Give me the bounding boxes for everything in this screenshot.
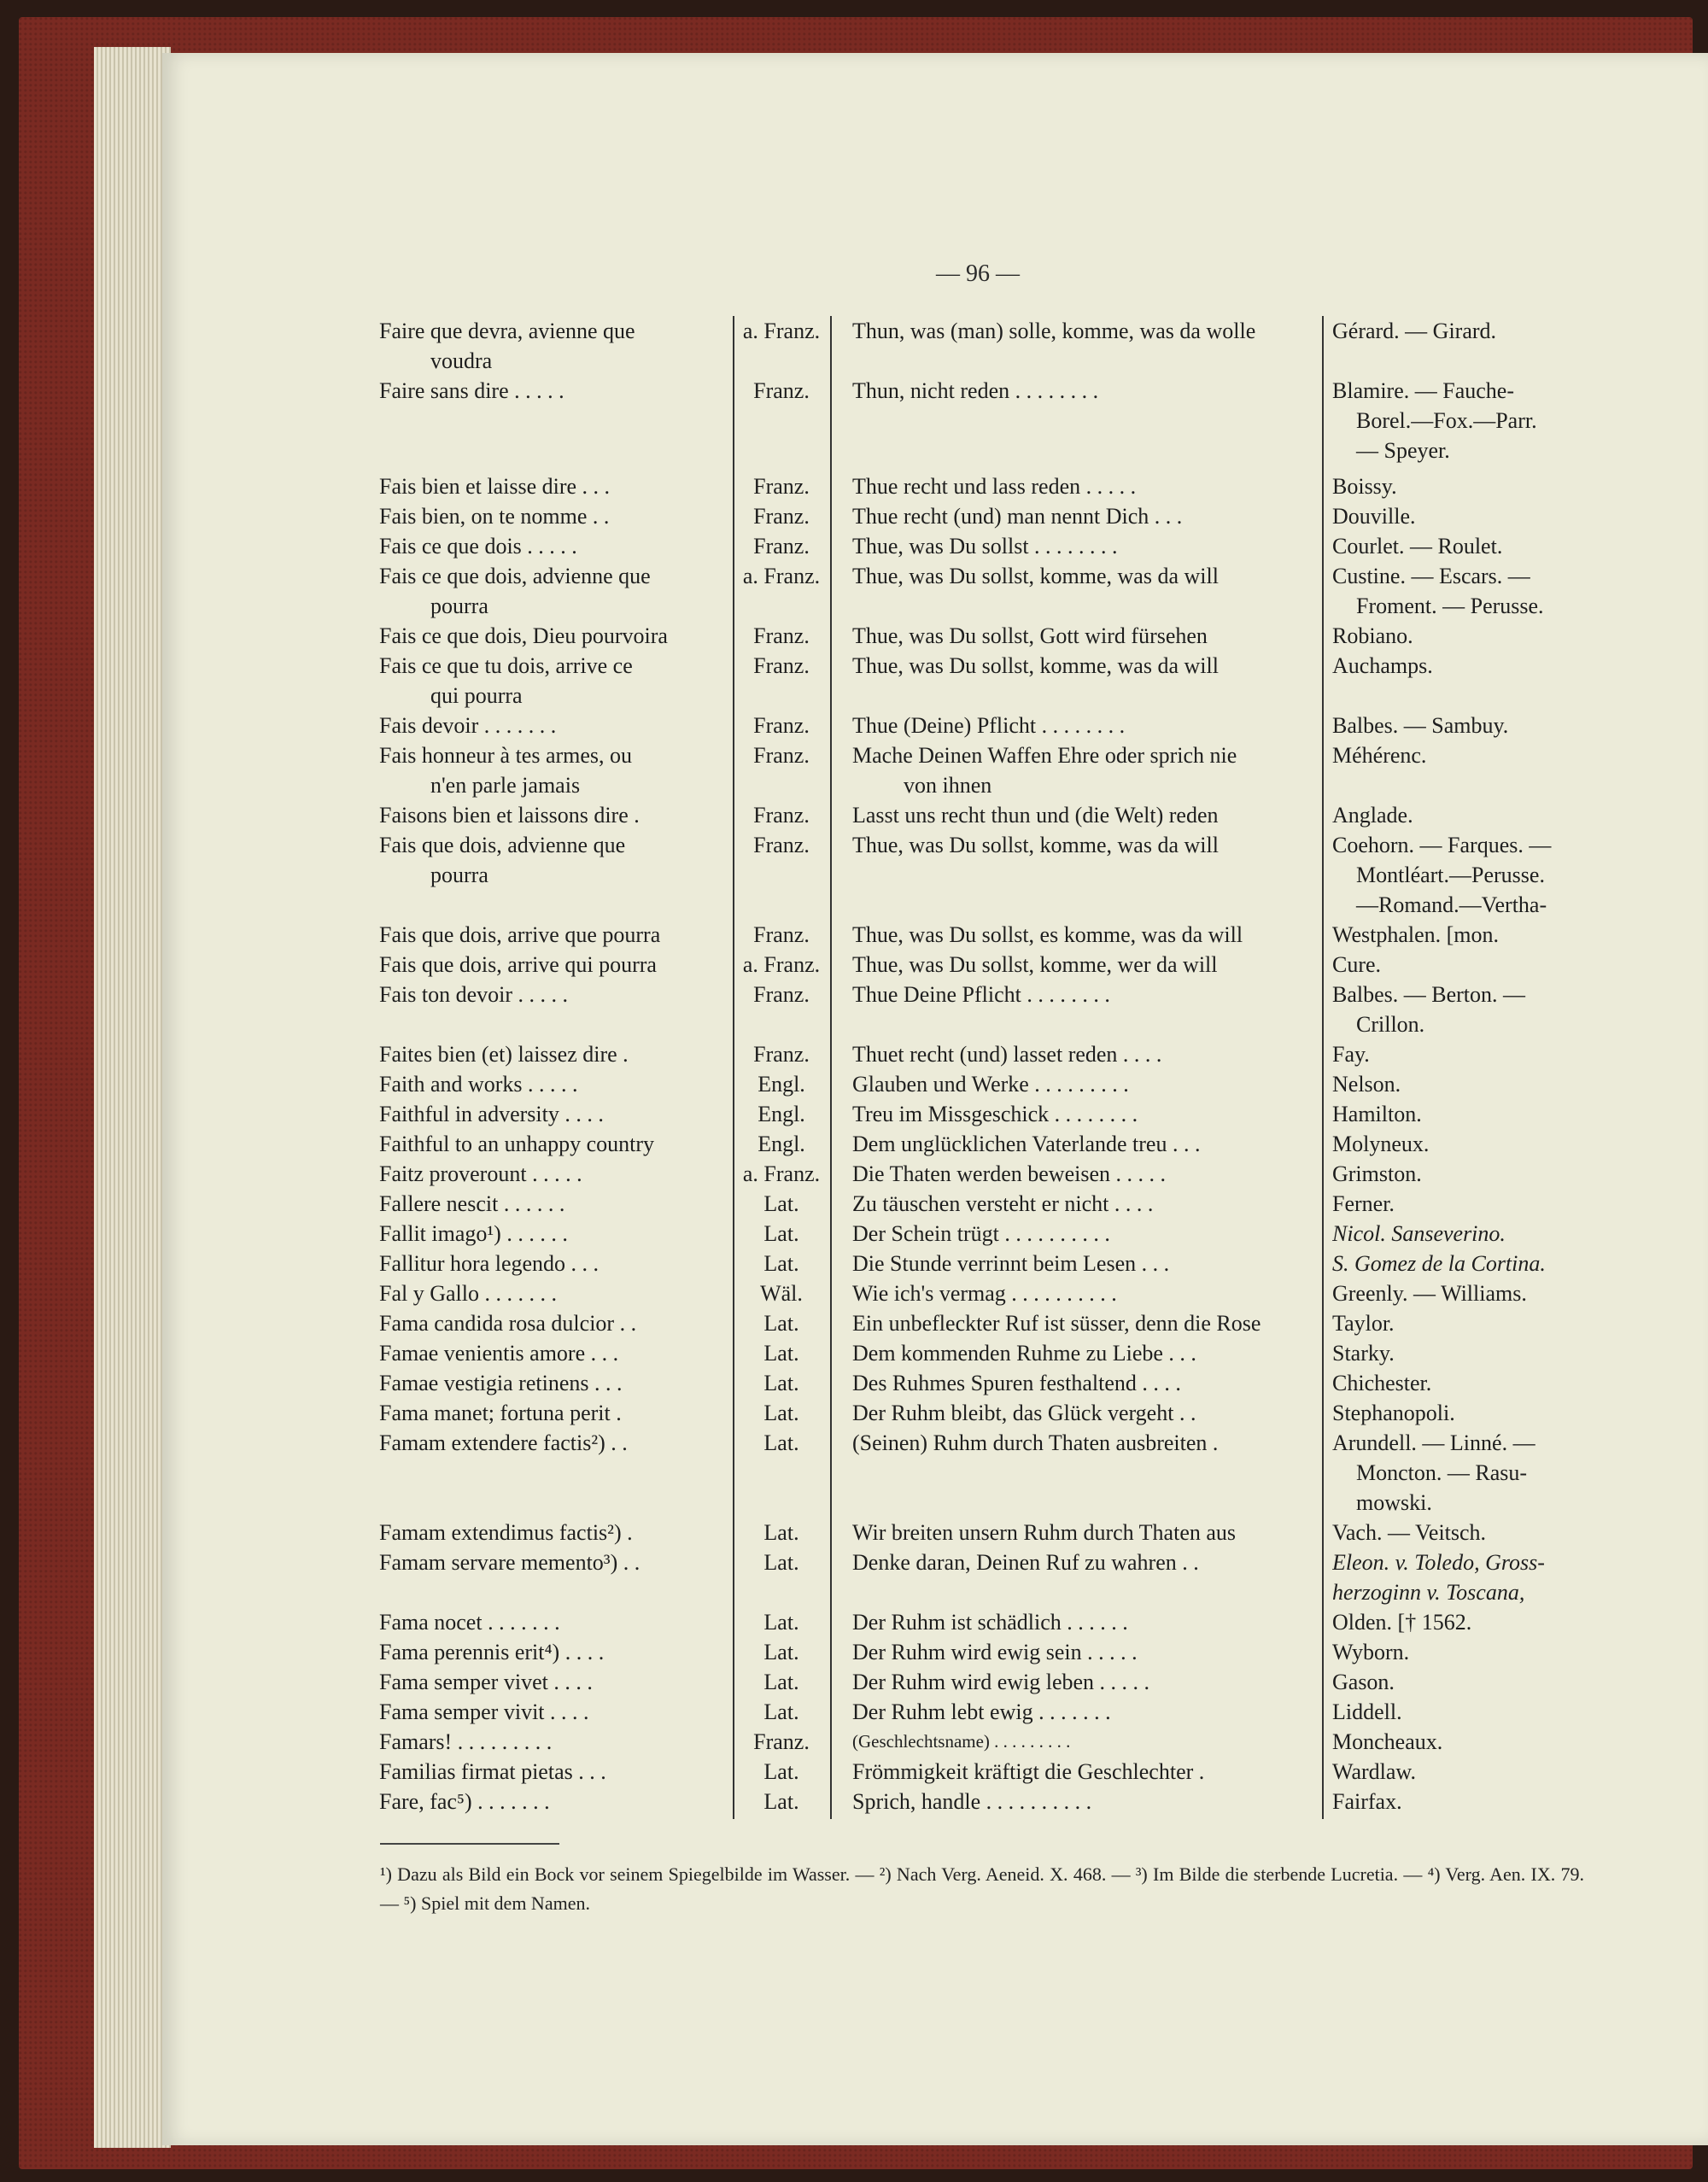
translation (852, 830, 1305, 860)
language: Wäl. (760, 1281, 803, 1306)
family-names-line: Grimston. (1332, 1161, 1422, 1186)
translation (852, 1428, 1305, 1458)
motto (379, 1727, 716, 1757)
translation-line: Die Stunde verrinnt beim Lesen . . . (852, 1251, 1170, 1276)
family-names (1332, 1099, 1588, 1129)
family-names (1332, 1547, 1588, 1607)
family-names-line: Boissy. (1332, 474, 1397, 499)
motto (379, 1219, 716, 1249)
translation (852, 1667, 1305, 1697)
language: Lat. (763, 1251, 799, 1276)
motto-line: Fare, fac⁵) . . . . . . . (379, 1789, 550, 1814)
family-names (1332, 561, 1588, 621)
translation-line: (Seinen) Ruhm durch Thaten ausbreiten . (852, 1430, 1219, 1455)
motto (379, 1278, 716, 1308)
family-names-line: Arundell. — Linné. — (1332, 1430, 1535, 1455)
motto-line: Fama perennis erit⁴) . . . . (379, 1640, 605, 1664)
family-names (1332, 376, 1588, 465)
language: Franz. (753, 623, 810, 648)
motto-line: Fais bien, on te nomme . . (379, 504, 610, 529)
language: Lat. (763, 1610, 799, 1635)
motto-line: Faithful in adversity . . . . (379, 1102, 604, 1126)
family-names-line: Coehorn. — Farques. — (1332, 833, 1552, 857)
motto-line: Faire que devra, avienne que (379, 319, 635, 343)
translation (852, 1039, 1305, 1069)
family-names (1332, 1368, 1588, 1398)
translation-line: Thuet recht (und) lasset reden . . . . (852, 1042, 1162, 1067)
motto-line: voudra (430, 348, 493, 373)
column-rule (1322, 316, 1324, 1819)
family-names (1332, 621, 1588, 651)
family-names-line: Fay. (1332, 1042, 1370, 1067)
family-names-line: Cure. (1332, 952, 1382, 977)
translation (852, 1189, 1305, 1219)
motto (379, 1249, 716, 1278)
language: Lat. (763, 1191, 799, 1216)
family-names-line: Stephanopoli. (1332, 1401, 1455, 1425)
language: Lat. (763, 1789, 799, 1814)
translation-line: Treu im Missgeschick . . . . . . . . (852, 1102, 1138, 1126)
family-names-line: Olden. [† 1562. (1332, 1610, 1472, 1635)
translation-line: Mache Deinen Waffen Ehre oder sprich nie (852, 743, 1237, 768)
translation (852, 1129, 1305, 1159)
language: Franz. (753, 982, 810, 1007)
family-names-line: Montléart.—Perusse. (1356, 863, 1545, 887)
motto-line: Fal y Gallo . . . . . . . (379, 1281, 557, 1306)
family-names-line: —Romand.—Vertha- (1356, 892, 1547, 917)
motto (379, 1697, 716, 1727)
motto-line: Fais que dois, arrive que pourra (379, 922, 661, 947)
motto (379, 1787, 716, 1816)
translation-line: Des Ruhmes Spuren festhaltend . . . . (852, 1371, 1181, 1395)
translation (852, 711, 1305, 740)
translation (852, 800, 1305, 830)
family-names (1332, 740, 1588, 770)
motto-line: Famars! . . . . . . . . . (379, 1729, 553, 1754)
translation (852, 471, 1305, 501)
translation-line: Thue, was Du sollst, Gott wird fürsehen (852, 623, 1208, 648)
language: Lat. (763, 1311, 799, 1336)
family-names-line: Nelson. (1332, 1072, 1401, 1097)
language: Engl. (757, 1072, 805, 1097)
translation-line: Denke daran, Deinen Ruf zu wahren . . (852, 1550, 1199, 1575)
translation (852, 1518, 1305, 1547)
family-names (1332, 1697, 1588, 1727)
language: Lat. (763, 1520, 799, 1545)
motto-line: Famam extendimus factis²) . (379, 1520, 633, 1545)
family-names-line: Courlet. — Roulet. (1332, 534, 1503, 559)
family-names (1332, 1308, 1588, 1338)
language: Franz. (753, 534, 810, 559)
motto-line: Fallitur hora legendo . . . (379, 1251, 600, 1276)
family-names-line: Blamire. — Fauche- (1332, 378, 1514, 403)
family-names-line: Ferner. (1332, 1191, 1395, 1216)
translation-line: Dem kommenden Ruhme zu Liebe . . . (852, 1341, 1196, 1366)
motto (379, 950, 716, 980)
motto-line: Fama manet; fortuna perit . (379, 1401, 622, 1425)
motto-line: qui pourra (430, 683, 523, 708)
family-names-line: Balbes. — Sambuy. (1332, 713, 1509, 738)
family-names (1332, 980, 1588, 1039)
translation (852, 1308, 1305, 1338)
motto-line: n'en parle jamais (430, 773, 581, 798)
translation (852, 1099, 1305, 1129)
translation-line: Zu täuschen versteht er nicht . . . . (852, 1191, 1154, 1216)
translation (852, 1637, 1305, 1667)
translation-line: Thue recht und lass reden . . . . . (852, 474, 1137, 499)
motto-line: Fais devoir . . . . . . . (379, 713, 557, 738)
motto (379, 711, 716, 740)
footnote-rule (380, 1843, 559, 1845)
family-names (1332, 651, 1588, 681)
translation-line: Glauben und Werke . . . . . . . . . (852, 1072, 1129, 1097)
family-names-line: Chichester. (1332, 1371, 1432, 1395)
translation-line: Der Schein trügt . . . . . . . . . . (852, 1221, 1110, 1246)
family-names-line: S. Gomez de la Cortina. (1332, 1251, 1546, 1276)
family-names-line: Gason. (1332, 1670, 1395, 1694)
motto (379, 830, 716, 890)
motto-line: Famae venientis amore . . . (379, 1341, 619, 1366)
family-names (1332, 800, 1588, 830)
translation (852, 1607, 1305, 1637)
family-names (1332, 1338, 1588, 1368)
family-names-line: Froment. — Perusse. (1356, 594, 1544, 618)
family-names (1332, 1249, 1588, 1278)
footnotes: ¹) Dazu als Bild ein Bock vor seinem Spiegelbilde im Wasser. — ²) Nach Verg. Aeneid. X. 468. — ³) Im Bilde die sterbende Lucretia. — ⁴) Verg. Aen. IX. 79. — ⁵) Spiel mit dem Namen. (380, 1863, 1584, 1914)
translation (852, 1249, 1305, 1278)
family-names (1332, 1189, 1588, 1219)
motto-line: Famae vestigia retinens . . . (379, 1371, 623, 1395)
translation-line: Die Thaten werden beweisen . . . . . (852, 1161, 1167, 1186)
language: Lat. (763, 1699, 799, 1724)
translation (852, 1338, 1305, 1368)
family-names-line: Taylor. (1332, 1311, 1395, 1336)
translation (852, 950, 1305, 980)
language: a. Franz. (742, 319, 821, 343)
family-names (1332, 1398, 1588, 1428)
family-names (1332, 920, 1588, 950)
family-names (1332, 531, 1588, 561)
language: Lat. (763, 1759, 799, 1784)
family-names-line: Méhérenc. (1332, 743, 1427, 768)
translation (852, 561, 1305, 591)
family-names (1332, 471, 1588, 501)
language: a. Franz. (742, 564, 821, 588)
translation-line: Der Ruhm lebt ewig . . . . . . . (852, 1699, 1111, 1724)
language: Lat. (763, 1430, 799, 1455)
motto-line: Faisons bien et laissons dire . (379, 803, 640, 828)
translation-line: Frömmigkeit kräftigt die Geschlechter . (852, 1759, 1205, 1784)
family-names-line: Borel.—Fox.—Parr. (1356, 408, 1537, 433)
language: Franz. (753, 743, 810, 768)
motto-line: Fama semper vivit . . . . (379, 1699, 589, 1724)
motto (379, 800, 716, 830)
family-names-line: Auchamps. (1332, 653, 1433, 678)
language: Franz. (753, 833, 810, 857)
family-names (1332, 1428, 1588, 1518)
family-names-line: Moncton. — Rasu- (1356, 1460, 1528, 1485)
language: Engl. (757, 1132, 805, 1156)
motto-line: Fais ce que dois, advienne que (379, 564, 651, 588)
motto-line: pourra (430, 863, 488, 887)
motto (379, 1159, 716, 1189)
motto-line: Fais bien et laisse dire . . . (379, 474, 611, 499)
motto-line: Fais ce que tu dois, arrive ce (379, 653, 633, 678)
motto-line: Famam servare memento³) . . (379, 1550, 640, 1575)
motto-line: Faire sans dire . . . . . (379, 378, 564, 403)
motto (379, 561, 716, 621)
translation-line: Thue, was Du sollst, es komme, was da will (852, 922, 1243, 947)
translation (852, 1159, 1305, 1189)
motto-line: Fais ce que dois . . . . . (379, 534, 577, 559)
family-names-line: Hamilton. (1332, 1102, 1422, 1126)
language: Franz. (753, 653, 810, 678)
translation-line: Thue, was Du sollst, komme, wer da will (852, 952, 1218, 977)
language: Lat. (763, 1670, 799, 1694)
family-names-line: Moncheaux. (1332, 1729, 1443, 1754)
translation (852, 316, 1305, 346)
motto-line: Faithful to an unhappy country (379, 1132, 655, 1156)
language: Lat. (763, 1640, 799, 1664)
motto-line: Fama semper vivet . . . . (379, 1670, 593, 1694)
translation (852, 1547, 1305, 1577)
family-names-line: Crillon. (1356, 1012, 1425, 1037)
translation (852, 1069, 1305, 1099)
motto-line: Fais que dois, advienne que (379, 833, 626, 857)
translation-line: Thue Deine Pflicht . . . . . . . . (852, 982, 1110, 1007)
family-names-line: Fairfax. (1332, 1789, 1402, 1814)
translation (852, 1757, 1305, 1787)
translation (852, 1787, 1305, 1816)
family-names (1332, 1637, 1588, 1667)
translation-line: Ein unbefleckter Ruf ist süsser, denn die Rose (852, 1311, 1261, 1336)
translation (852, 531, 1305, 561)
family-names-line: Liddell. (1332, 1699, 1402, 1724)
motto (379, 1099, 716, 1129)
motto (379, 531, 716, 561)
family-names-line: Vach. — Veitsch. (1332, 1520, 1487, 1545)
family-names (1332, 1129, 1588, 1159)
family-names-line: — Speyer. (1356, 438, 1450, 463)
translation (852, 1278, 1305, 1308)
family-names (1332, 950, 1588, 980)
motto-line: Fallit imago¹) . . . . . . (379, 1221, 568, 1246)
motto-line: Fama candida rosa dulcior . . (379, 1311, 637, 1336)
translation (852, 651, 1305, 681)
motto (379, 1757, 716, 1787)
language: Franz. (753, 474, 810, 499)
family-names (1332, 1278, 1588, 1308)
translation (852, 501, 1305, 531)
language: Lat. (763, 1550, 799, 1575)
motto (379, 740, 716, 800)
motto-line: Faitz proverount . . . . . (379, 1161, 582, 1186)
family-names (1332, 1667, 1588, 1697)
family-names (1332, 316, 1588, 346)
language: Franz. (753, 1042, 810, 1067)
motto-line: Familias firmat pietas . . . (379, 1759, 606, 1784)
motto (379, 1398, 716, 1428)
family-names (1332, 1757, 1588, 1787)
motto-line: Fama nocet . . . . . . . (379, 1610, 560, 1635)
translation-line: Thue, was Du sollst, komme, was da will (852, 564, 1219, 588)
motto (379, 1428, 716, 1458)
translation (852, 980, 1305, 1009)
family-names-line: Greenly. — Williams. (1332, 1281, 1527, 1306)
translation (852, 740, 1305, 800)
family-names-line: Westphalen. [mon. (1332, 922, 1500, 947)
motto (379, 471, 716, 501)
motto-line: Fais ton devoir . . . . . (379, 982, 568, 1007)
translation (852, 376, 1305, 406)
motto (379, 1607, 716, 1637)
translation-line: Thue, was Du sollst, komme, was da will (852, 833, 1219, 857)
family-names-line: Eleon. v. Toledo, Gross- (1332, 1550, 1545, 1575)
motto (379, 1129, 716, 1159)
motto (379, 1338, 716, 1368)
language: Franz. (753, 803, 810, 828)
translation (852, 1219, 1305, 1249)
page-edges (94, 47, 171, 2148)
translation-line: Sprich, handle . . . . . . . . . . (852, 1789, 1092, 1814)
motto (379, 1039, 716, 1069)
motto-line: Faites bien (et) laissez dire . (379, 1042, 629, 1067)
family-names-line: Anglade. (1332, 803, 1413, 828)
motto-line: pourra (430, 594, 488, 618)
language: Franz. (753, 504, 810, 529)
translation-line: von ihnen (904, 773, 992, 798)
motto (379, 376, 716, 406)
motto (379, 621, 716, 651)
motto-line: Famam extendere factis²) . . (379, 1430, 628, 1455)
translation-line: Der Ruhm ist schädlich . . . . . . (852, 1610, 1128, 1635)
motto (379, 1667, 716, 1697)
family-names (1332, 1518, 1588, 1547)
motto (379, 1637, 716, 1667)
motto-line: Faith and works . . . . . (379, 1072, 578, 1097)
family-names (1332, 830, 1588, 920)
motto-line: Fallere nescit . . . . . . (379, 1191, 565, 1216)
family-names-line: mowski. (1356, 1490, 1432, 1515)
translation (852, 1398, 1305, 1428)
language: Engl. (757, 1102, 805, 1126)
motto (379, 651, 716, 711)
motto (379, 980, 716, 1009)
family-names-line: Custine. — Escars. — (1332, 564, 1530, 588)
motto-line: Fais honneur à tes armes, ou (379, 743, 633, 768)
family-names-line: Balbes. — Berton. — (1332, 982, 1526, 1007)
translation (852, 621, 1305, 651)
family-names (1332, 1727, 1588, 1757)
family-names (1332, 1039, 1588, 1069)
translation (852, 1727, 1305, 1757)
family-names (1332, 1607, 1588, 1637)
family-names-line: Robiano. (1332, 623, 1413, 648)
translation (852, 1368, 1305, 1398)
translation-line: Thun, nicht reden . . . . . . . . (852, 378, 1099, 403)
translation-line: Thun, was (man) solle, komme, was da wolle (852, 319, 1256, 343)
motto (379, 316, 716, 376)
translation-line: Der Ruhm wird ewig leben . . . . . (852, 1670, 1150, 1694)
family-names (1332, 1069, 1588, 1099)
translation-line: Der Ruhm wird ewig sein . . . . . (852, 1640, 1138, 1664)
motto (379, 1368, 716, 1398)
language: Lat. (763, 1341, 799, 1366)
family-names-line: Wyborn. (1332, 1640, 1410, 1664)
language: Lat. (763, 1371, 799, 1395)
motto-line: Fais ce que dois, Dieu pourvoira (379, 623, 668, 648)
family-names (1332, 1219, 1588, 1249)
language: Franz. (753, 378, 810, 403)
family-names-line: herzoginn v. Toscana, (1332, 1580, 1525, 1605)
family-names (1332, 1159, 1588, 1189)
family-names-line: Molyneux. (1332, 1132, 1430, 1156)
motto (379, 1189, 716, 1219)
motto (379, 920, 716, 950)
family-names (1332, 711, 1588, 740)
family-names-line: Nicol. Sanseverino. (1332, 1221, 1506, 1246)
motto (379, 1308, 716, 1338)
language: Franz. (753, 713, 810, 738)
language: Lat. (763, 1401, 799, 1425)
motto (379, 1547, 716, 1577)
language: a. Franz. (742, 952, 821, 977)
translation (852, 1697, 1305, 1727)
family-names (1332, 501, 1588, 531)
language: Franz. (753, 922, 810, 947)
motto (379, 1518, 716, 1547)
translation-line: Thue, was Du sollst, komme, was da will (852, 653, 1219, 678)
translation (852, 920, 1305, 950)
translation-line: Wie ich's vermag . . . . . . . . . . (852, 1281, 1117, 1306)
language: Franz. (753, 1729, 810, 1754)
motto-line: Fais que dois, arrive qui pourra (379, 952, 657, 977)
family-names-line: Gérard. — Girard. (1332, 319, 1497, 343)
motto (379, 501, 716, 531)
family-names-line: Starky. (1332, 1341, 1395, 1366)
translation-line: Thue (Deine) Pflicht . . . . . . . . (852, 713, 1126, 738)
family-names (1332, 1787, 1588, 1816)
translation-line: Der Ruhm bleibt, das Glück vergeht . . (852, 1401, 1196, 1425)
translation-line: Lasst uns recht thun und (die Welt) reden (852, 803, 1219, 828)
language: Lat. (763, 1221, 799, 1246)
translation-line: Thue, was Du sollst . . . . . . . . (852, 534, 1118, 559)
page-number: — 96 — (936, 260, 1020, 287)
language: a. Franz. (742, 1161, 821, 1186)
translation-line: Dem unglücklichen Vaterlande treu . . . (852, 1132, 1201, 1156)
family-names-line: Wardlaw. (1332, 1759, 1417, 1784)
column-rule (830, 316, 832, 1819)
family-names-line: Douville. (1332, 504, 1416, 529)
motto (379, 1069, 716, 1099)
translation-line: Thue recht (und) man nennt Dich . . . (852, 504, 1183, 529)
translation-line: (Geschlechtsname) . . . . . . . . . (852, 1731, 1071, 1752)
translation-line: Wir breiten unsern Ruhm durch Thaten aus (852, 1520, 1237, 1545)
